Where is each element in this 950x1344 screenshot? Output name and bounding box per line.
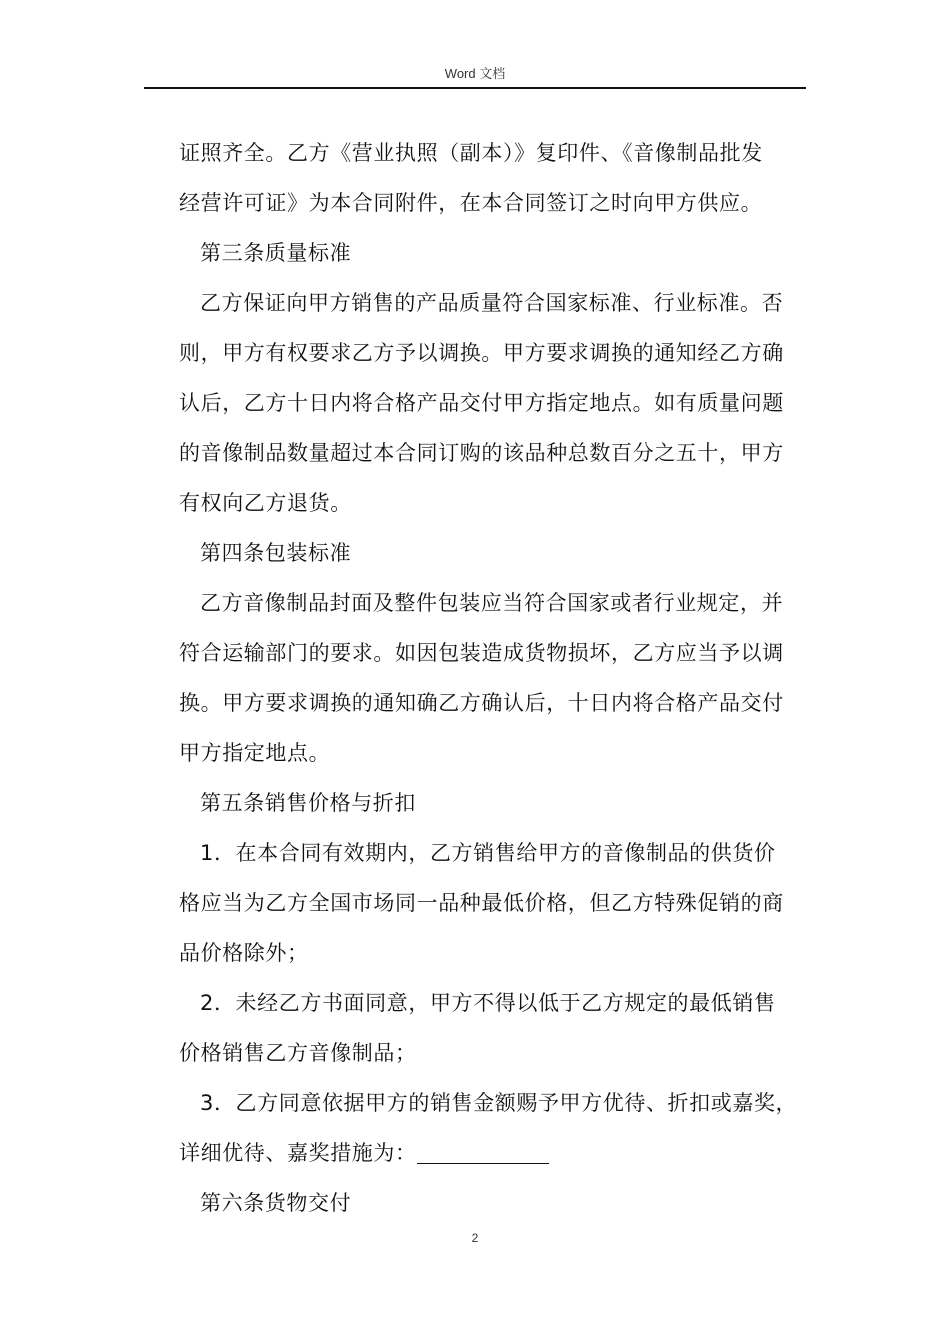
fill-in-blank bbox=[417, 1141, 549, 1164]
text-line: 乙方保证向甲方销售的产品质量符合国家标准、行业标准。否 bbox=[200, 291, 784, 315]
header-divider bbox=[144, 87, 806, 89]
text-line: 则，甲方有权要求乙方予以调换。甲方要求调换的通知经乙方确 bbox=[179, 341, 784, 365]
text-line: 2．未经乙方书面同意，甲方不得以低于乙方规定的最低销售 bbox=[200, 991, 776, 1015]
text-line: 认后，乙方十日内将合格产品交付甲方指定地点。如有质量问题 bbox=[179, 391, 784, 415]
text-line: 的音像制品数量超过本合同订购的该品种总数百分之五十，甲方 bbox=[179, 441, 784, 465]
document-body bbox=[179, 128, 801, 1228]
text-line: 甲方指定地点。 bbox=[179, 741, 331, 765]
text-line: 3．乙方同意依据甲方的销售金额赐予甲方优待、折扣或嘉奖， bbox=[200, 1091, 798, 1115]
text-line-with-blank bbox=[179, 1128, 801, 1178]
section-heading: 第三条质量标准 bbox=[200, 241, 352, 265]
section-heading: 第六条货物交付 bbox=[200, 1191, 352, 1215]
text-line: 详细优待、嘉奖措施为： bbox=[179, 1141, 417, 1165]
text-line: 乙方音像制品封面及整件包装应当符合国家或者行业规定，并 bbox=[200, 591, 784, 615]
page-header: Word 文档 bbox=[444, 66, 506, 81]
text-line: 价格销售乙方音像制品； bbox=[179, 1041, 417, 1065]
text-line: 证照齐全。乙方《营业执照（副本）》复印件、《音像制品批发 bbox=[179, 141, 763, 165]
text-line: 有权向乙方退货。 bbox=[179, 491, 352, 515]
text-line: 经营许可证》为本合同附件，在本合同签订之时向甲方供应。 bbox=[179, 191, 763, 215]
page-number: 2 bbox=[471, 1231, 479, 1245]
text-line: 符合运输部门的要求。如因包装造成货物损坏，乙方应当予以调 bbox=[179, 641, 784, 665]
text-line: 品价格除外； bbox=[179, 941, 309, 965]
text-line: 1．在本合同有效期内，乙方销售给甲方的音像制品的供货价 bbox=[200, 841, 776, 865]
section-heading: 第四条包装标准 bbox=[200, 541, 352, 565]
text-line: 换。甲方要求调换的通知确乙方确认后，十日内将合格产品交付 bbox=[179, 691, 784, 715]
section-heading: 第五条销售价格与折扣 bbox=[200, 791, 416, 815]
text-line: 格应当为乙方全国市场同一品种最低价格，但乙方特殊促销的商 bbox=[179, 891, 784, 915]
